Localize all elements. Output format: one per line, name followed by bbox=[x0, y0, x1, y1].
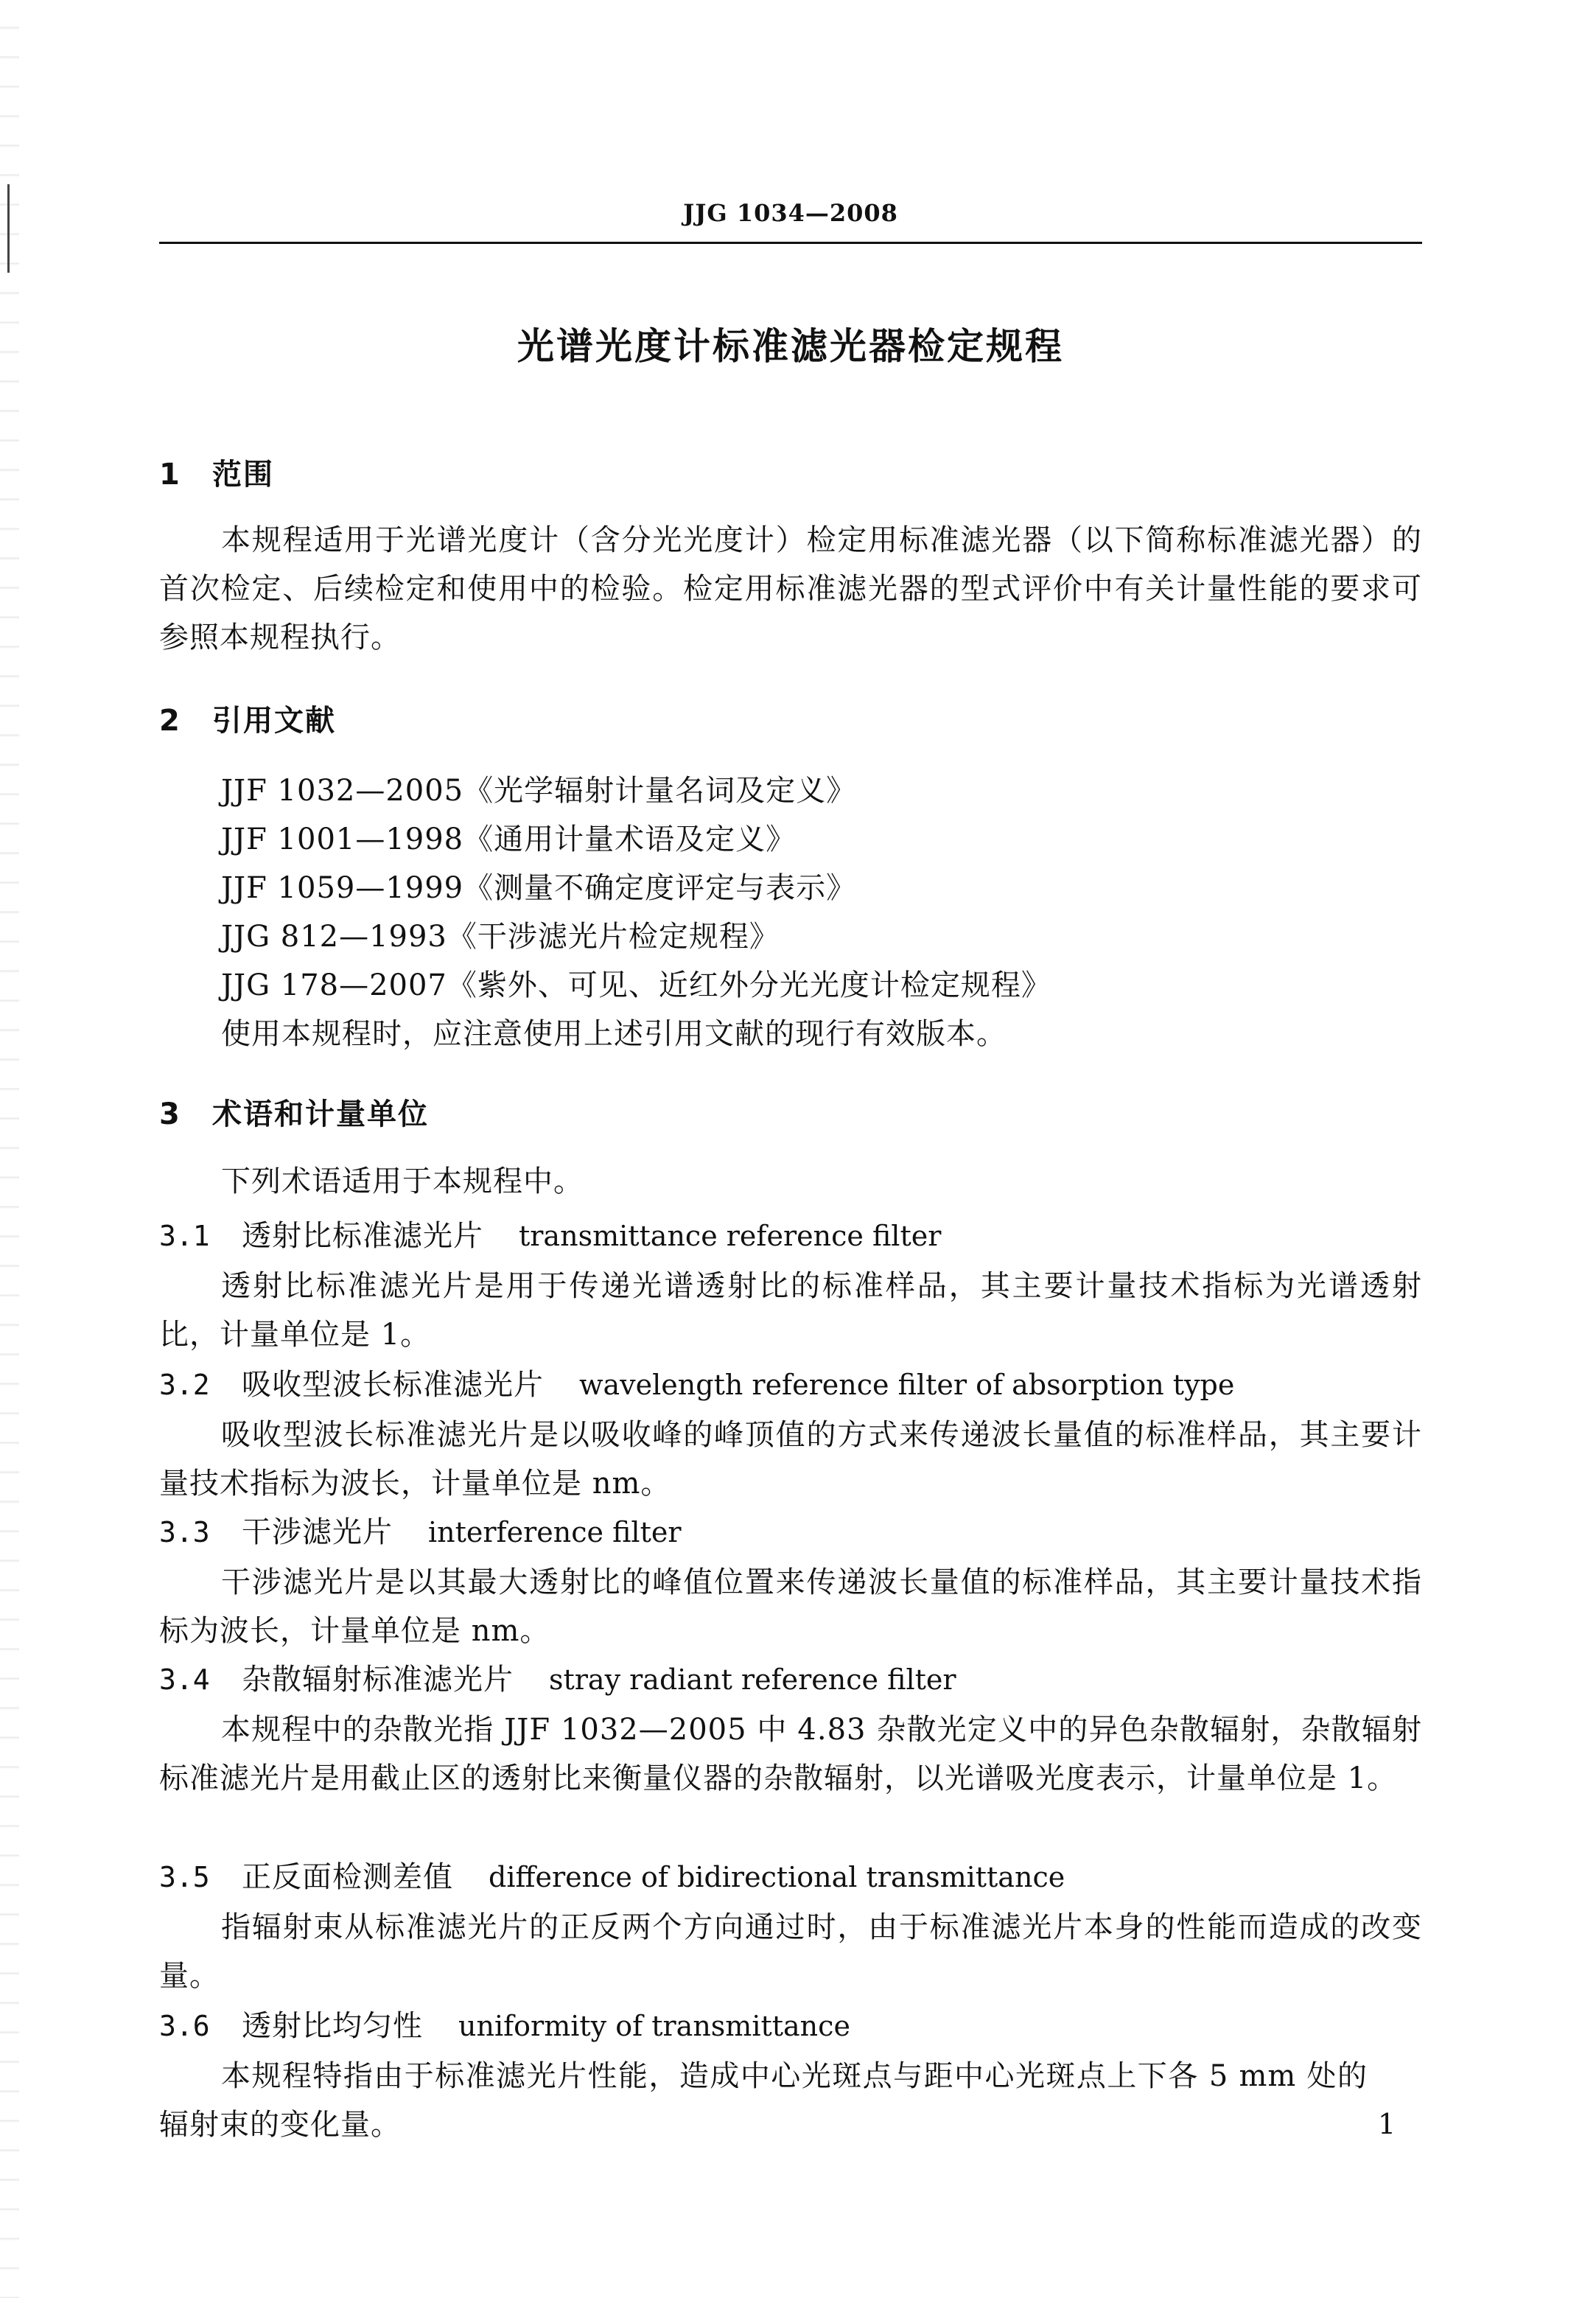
term-definition: 本规程中的杂散光指 JJF 1032—2005 中 4.83 杂散光定义中的异色杂散辐射，杂散辐射标准滤光片是用截止区的透射比来衡量仪器的杂散辐射，以光谱吸光度表示，计量单位是 1。 bbox=[159, 1713, 1422, 1795]
term-chinese: 干涉滤光片 bbox=[242, 1515, 393, 1549]
term-chinese: 正反面检测差值 bbox=[242, 1860, 453, 1894]
section-title: 范围 bbox=[212, 458, 274, 492]
term-definition: 指辐射束从标准滤光片的正反两个方向通过时，由于标准滤光片本身的性能而造成的改变量。 bbox=[159, 1910, 1422, 1993]
reference-item: JJF 1059—1999《测量不确定度评定与表示》 bbox=[221, 871, 857, 905]
section-3-heading bbox=[159, 1091, 429, 1133]
header-rule bbox=[159, 242, 1422, 244]
term-chinese: 杂散辐射标准滤光片 bbox=[242, 1663, 514, 1697]
reference-item: JJF 1032—2005《光学辐射计量名词及定义》 bbox=[221, 774, 857, 808]
term-heading bbox=[159, 1853, 1065, 1901]
term-english: uniformity of transmittance bbox=[458, 2010, 850, 2042]
term-chinese: 透射比均匀性 bbox=[242, 2009, 423, 2043]
section-number: 2 bbox=[159, 704, 181, 738]
section-2-heading bbox=[159, 697, 336, 739]
section-title: 术语和计量单位 bbox=[212, 1097, 429, 1131]
reference-item: JJG 178—2007《紫外、可见、近红外分光光度计检定规程》 bbox=[221, 968, 1051, 1002]
term-number: 3.2 bbox=[159, 1369, 210, 1401]
term-heading bbox=[159, 2002, 850, 2050]
running-header: JJG 1034—2008 bbox=[683, 199, 898, 227]
section-title: 引用文献 bbox=[212, 704, 336, 738]
term-english: interference filter bbox=[428, 1516, 682, 1548]
term-heading bbox=[159, 1655, 956, 1704]
document-title: 光谱光度计标准滤光器检定规程 bbox=[517, 325, 1064, 368]
term-chinese: 透射比标准滤光片 bbox=[242, 1219, 483, 1253]
reference-item: JJF 1001—1998《通用计量术语及定义》 bbox=[221, 823, 797, 856]
term-number: 3.4 bbox=[159, 1663, 210, 1696]
reference-note: 使用本规程时，应注意使用上述引用文献的现行有效版本。 bbox=[221, 1017, 1007, 1051]
section-number: 3 bbox=[159, 1097, 181, 1131]
term-number: 3.1 bbox=[159, 1220, 210, 1252]
term-definition: 干涉滤光片是以其最大透射比的峰值位置来传递波长量值的标准样品，其主要计量技术指标为波长，计量单位是 nm。 bbox=[159, 1565, 1422, 1648]
section-1-heading bbox=[159, 451, 274, 493]
section-3-intro: 下列术语适用于本规程中。 bbox=[221, 1164, 584, 1198]
reference-item: JJG 812—1993《干涉滤光片检定规程》 bbox=[221, 920, 780, 954]
term-heading bbox=[159, 1212, 941, 1260]
term-number: 3.6 bbox=[159, 2010, 210, 2042]
term-chinese: 吸收型波长标准滤光片 bbox=[242, 1368, 544, 1402]
term-definition: 透射比标准滤光片是用于传递光谱透射比的标准样品，其主要计量技术指标为光谱透射比，计量单位是 1。 bbox=[159, 1269, 1422, 1352]
term-heading bbox=[159, 1508, 682, 1557]
term-definition: 本规程特指由于标准滤光片性能，造成中心光斑点与距中心光斑点上下各 5 mm 处的辐射束的变化量。 bbox=[159, 2059, 1368, 2142]
scan-mark-artifact bbox=[7, 184, 10, 273]
section-number: 1 bbox=[159, 458, 181, 492]
section-1-paragraph: 本规程适用于光谱光度计（含分光光度计）检定用标准滤光器（以下简称标准滤光器）的首次检定、后续检定和使用中的检验。检定用标准滤光器的型式评价中有关计量性能的要求可参照本规程执行。 bbox=[159, 523, 1422, 654]
term-english: transmittance reference filter bbox=[519, 1220, 942, 1252]
term-number: 3.3 bbox=[159, 1516, 210, 1548]
term-english: difference of bidirectional transmittance bbox=[489, 1861, 1065, 1893]
term-english: wavelength reference filter of absorption type bbox=[579, 1369, 1235, 1401]
term-number: 3.5 bbox=[159, 1861, 210, 1893]
term-heading bbox=[159, 1361, 1234, 1409]
term-definition: 吸收型波长标准滤光片是以吸收峰的峰顶值的方式来传递波长量值的标准样品，其主要计量技术指标为波长，计量单位是 nm。 bbox=[159, 1418, 1422, 1501]
page-number: 1 bbox=[1378, 2108, 1396, 2140]
scan-edge-artifact bbox=[0, 0, 19, 2298]
term-english: stray radiant reference filter bbox=[549, 1663, 956, 1696]
